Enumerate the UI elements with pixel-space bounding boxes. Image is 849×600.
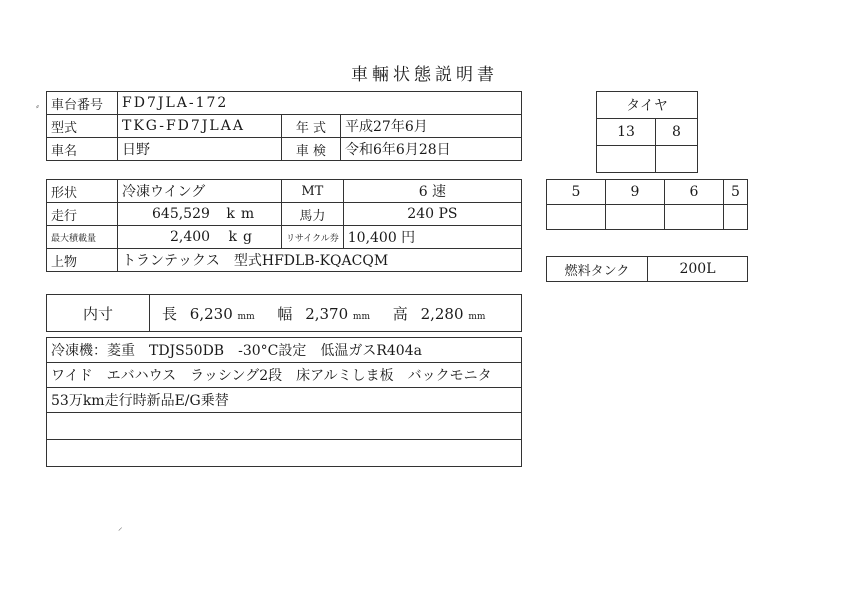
tire-depth-cell: 13 bbox=[597, 119, 656, 146]
shape-value: 冷凍ウイング bbox=[118, 180, 282, 203]
note-line: 冷凍機：菱重 TDJS50DB -30°C設定 低温ガスR404a bbox=[47, 338, 522, 363]
inspection-value: 令和6年6月28日 bbox=[341, 138, 522, 161]
tire-empty-cell bbox=[606, 205, 665, 230]
recycle-ticket-value: 10,400 円 bbox=[343, 226, 521, 249]
height-value: 2,280 bbox=[420, 304, 464, 323]
note-line bbox=[47, 413, 522, 440]
body-label: 上物 bbox=[47, 249, 118, 272]
note-line bbox=[47, 440, 522, 467]
mileage-unit: km bbox=[226, 206, 261, 222]
scan-mark: ⸝ bbox=[118, 523, 123, 533]
transmission-value: 6 速 bbox=[343, 180, 521, 203]
width-label: 幅 bbox=[277, 304, 293, 323]
year-label: 年 式 bbox=[282, 115, 341, 138]
model-value: TKG-FD7JLAA bbox=[118, 115, 282, 138]
note-line: ワイド エバハウス ラッシング2段 床アルミしま板 バックモニタ bbox=[47, 363, 522, 388]
fuel-tank-label: 燃料タンク bbox=[547, 257, 648, 282]
transmission-label: MT bbox=[282, 180, 344, 203]
inner-dimensions-label: 内寸 bbox=[47, 295, 150, 332]
mileage-value: 645,529 bbox=[152, 206, 210, 222]
notes-table bbox=[46, 337, 522, 467]
tire-depth-cell: 5 bbox=[724, 180, 748, 205]
max-load-value: 2,400 bbox=[170, 229, 211, 245]
length-value: 6,230 bbox=[189, 304, 233, 323]
tire-empty-cell bbox=[547, 205, 606, 230]
maker-value: 日野 bbox=[118, 138, 282, 161]
tire-depth-cell: 5 bbox=[547, 180, 606, 205]
tire-depth-cell: 8 bbox=[656, 119, 698, 146]
document-title: 車輛状態説明書 bbox=[351, 65, 498, 85]
horsepower-label: 馬力 bbox=[282, 203, 344, 226]
tire-rear-table bbox=[546, 179, 748, 230]
model-label: 型式 bbox=[47, 115, 118, 138]
max-load-unit: kg bbox=[228, 229, 258, 245]
shape-label: 形状 bbox=[47, 180, 118, 203]
max-load-cell bbox=[118, 226, 282, 249]
fuel-tank-value: 200L bbox=[648, 257, 748, 282]
width-unit: mm bbox=[352, 311, 370, 322]
length-label: 長 bbox=[162, 304, 178, 323]
tire-depth-cell: 6 bbox=[665, 180, 724, 205]
height-label: 高 bbox=[392, 304, 408, 323]
body-value: トランテックス 型式HFDLB-KQACQM bbox=[118, 249, 522, 272]
mileage-label: 走行 bbox=[47, 203, 118, 226]
inner-dimensions-values bbox=[150, 295, 522, 332]
tire-depth-cell: 9 bbox=[606, 180, 665, 205]
length-unit: mm bbox=[237, 311, 255, 322]
chassis-number-value: FD7JLA-172 bbox=[118, 92, 522, 115]
recycle-ticket-label: リサイクル券 bbox=[282, 226, 344, 249]
inner-dimensions-table bbox=[46, 294, 522, 332]
mileage-cell bbox=[118, 203, 282, 226]
width-value: 2,370 bbox=[305, 304, 349, 323]
max-load-label: 最大積載量 bbox=[47, 226, 118, 249]
height-unit: mm bbox=[468, 311, 486, 322]
vehicle-info-table bbox=[46, 91, 522, 161]
tire-empty-cell bbox=[724, 205, 748, 230]
specs-table bbox=[46, 179, 522, 272]
inspection-label: 車 検 bbox=[282, 138, 341, 161]
tire-empty-cell bbox=[597, 146, 656, 173]
note-line: 53万km走行時新品E/G乗替 bbox=[47, 388, 522, 413]
tire-label: タイヤ bbox=[597, 92, 698, 119]
horsepower-value: 240 PS bbox=[343, 203, 521, 226]
scan-mark: ⸗ bbox=[36, 102, 39, 112]
fuel-tank-table bbox=[546, 256, 748, 282]
tire-empty-cell bbox=[665, 205, 724, 230]
year-value: 平成27年6月 bbox=[341, 115, 522, 138]
maker-label: 車名 bbox=[47, 138, 118, 161]
tire-empty-cell bbox=[656, 146, 698, 173]
tire-front-table bbox=[596, 91, 698, 173]
chassis-number-label: 車台番号 bbox=[47, 92, 118, 115]
